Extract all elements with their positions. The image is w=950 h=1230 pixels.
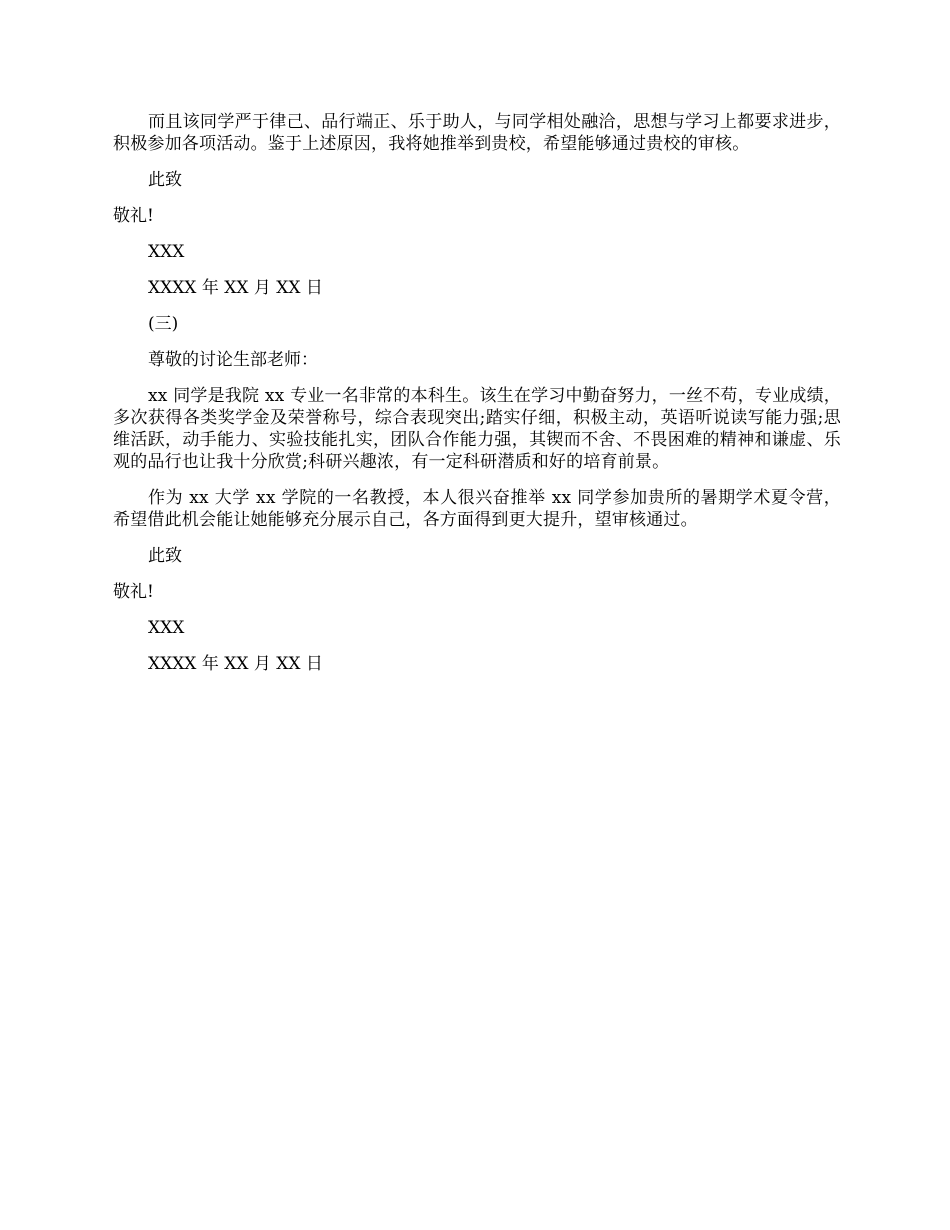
document-page: [113, 111, 841, 689]
letter3-date: XXXX 年 XX 月 XX 日: [148, 654, 323, 674]
letter3-heading: (三): [148, 314, 179, 334]
letter2-salute: 敬礼!: [113, 206, 154, 226]
letter3-signature: XXX: [148, 618, 185, 638]
letter2-body-paragraph: 而且该同学严于律己、品行端正、乐于助人，与同学相处融洽，思想与学习上都要求进步，积极参加各项活动。鉴于上述原因，我将她推举到贵校，希望能够通过贵校的审核。: [113, 112, 841, 154]
letter3-closing: 此致: [148, 546, 182, 566]
letter3-salute: 敬礼!: [113, 582, 154, 602]
letter3-paragraph-2: 作为 xx 大学 xx 学院的一名教授，本人很兴奋推举 xx 同学参加贵所的暑期学术夏令营，希望借此机会能让她能够充分展示自己，各方面得到更大提升，望审核通过。: [113, 488, 841, 530]
letter2-date: XXXX 年 XX 月 XX 日: [148, 278, 323, 298]
letter3-paragraph-1: xx 同学是我院 xx 专业一名非常的本科生。该生在学习中勤奋努力，一丝不苟，专业成绩，多次获得各类奖学金及荣誉称号，综合表现突出;踏实仔细，积极主动，英语听说读写能力强;思维活跃，动手能力、实验技能扎实，团队合作能力强，其锲而不舍、不畏困难的精神和谦虚、乐观的品行也让我十分欣赏;科研兴趣浓，有一定科研潜质和好的培育前景。: [113, 386, 841, 472]
letter3-greeting: 尊敬的讨论生部老师：: [148, 350, 318, 370]
letter2-signature: XXX: [148, 242, 185, 262]
letter2-closing: 此致: [148, 170, 182, 190]
